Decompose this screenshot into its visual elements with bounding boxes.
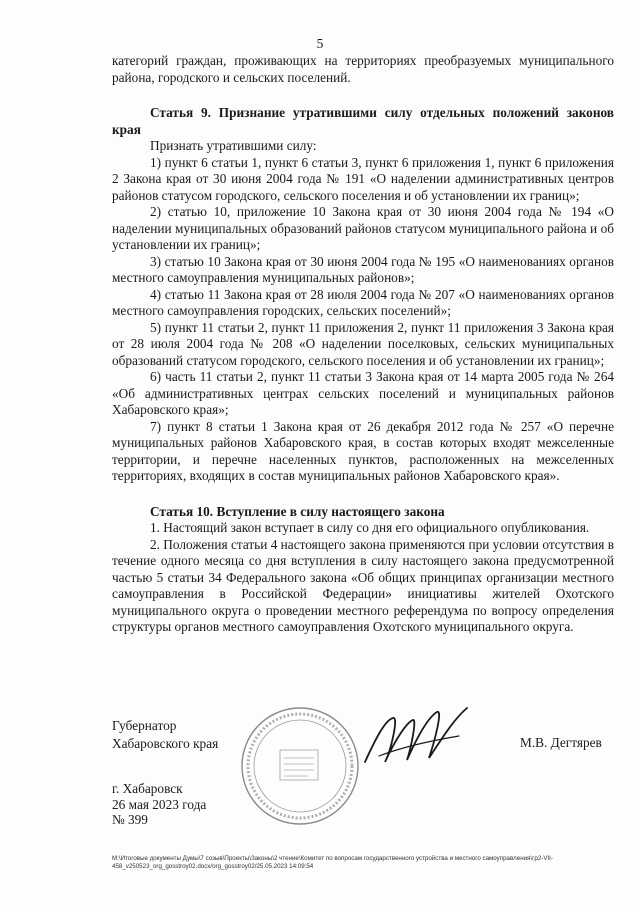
- intro-paragraph: категорий граждан, проживающих на территориях преобразуемых муниципального района, городского и сельских поселений.: [112, 53, 614, 85]
- article-9-item: 7) пункт 8 статьи 1 Закона края от 26 декабря 2012 года № 257 «О перечне муниципальных районов Хабаровского края, в состав которых входят межселенные территории, и перечне населенных пунктов, расположенных на межселенных территориях, входящих в состав муниципальных районов Хабаровского края».: [112, 418, 614, 483]
- article-9-item: 5) пункт 11 статьи 2, пункт 11 приложения 2, пункт 11 приложения 3 Закона края от 28 июля 2004 года № 208 «О наделении поселковых, сельских муниципальных образований статусом городского, сельского поселения и об установлении их границ»;: [112, 319, 614, 368]
- article-10-heading: Статья 10. Вступление в силу настоящего закона: [150, 503, 445, 519]
- article-9-lead: Признать утратившими силу:: [150, 138, 317, 153]
- signatory-title: [112, 717, 218, 753]
- file-path-footer: М:\Итоговые документы Думы\7 созыв\Проекты\Законы\2 чтение\Комитет по вопросам государственного устройства и местного самоуправления\гр2-VII-458_v250523_org_gosstroy02.docx/org_gosstroy02/25.05.2023 14:09:54: [112, 855, 553, 870]
- place-date-number: [112, 781, 206, 828]
- article-9-item: 1) пункт 6 статьи 1, пункт 6 статьи 3, пункт 6 приложения 1, пункт 6 приложения 2 Закона края от 30 июня 2004 года № 191 «О наделении административных центров районов статусом городского, сельского поселения и об установлении их границ»;: [112, 154, 614, 203]
- article-9-item: 3) статью 10 Закона края от 30 июня 2004 года № 195 «О наименованиях органов местного самоуправления муниципальных районов»;: [112, 253, 614, 285]
- article-9-item: 6) часть 11 статьи 2, пункт 11 статьи 3 Закона края от 14 марта 2005 года № 264 «Об административных центрах сельских поселений и муниципальных районов Хабаровского края»;: [112, 369, 614, 417]
- official-stamp: [230, 700, 370, 826]
- article-10-item: 2. Положения статьи 4 настоящего закона применяются при условии отсутствия в течение одного месяца со дня вступления в силу настоящего закона предусмотренной частью 5 статьи 34 Федерального закона «Об общих принципах организации местного самоуправления в Российской Федерации» инициативы жителей Охотского муниципального округа о проведении местного референдума по вопросу определения структуры органов местного самоуправления Охотского муниципального округа.: [112, 536, 614, 634]
- page-number: 5: [316, 36, 324, 51]
- signatory-title-line-2: Хабаровского края: [112, 736, 219, 751]
- article-9-item: 4) статью 11 Закона края от 28 июля 2004 года № 207 «О наименованиях органов местного самоуправления городских, сельских поселений»;: [112, 286, 614, 318]
- signing-date: 26 мая 2023 года: [112, 796, 207, 812]
- law-number: № 399: [112, 812, 148, 827]
- handwritten-signature: [355, 700, 475, 780]
- signatory-title-line-1: Губернатор: [112, 718, 177, 733]
- article-9-item: 2) статью 10, приложение 10 Закона края от 30 июня 2004 года № 194 «О наделении муниципальных образований районов статусом муниципального района и об установлении их границ»;: [112, 204, 614, 252]
- signatory-name: М.В. Дегтярев: [520, 735, 602, 750]
- article-9-heading: Статья 9. Признание утратившими силу отдельных положений законов края: [112, 105, 614, 137]
- article-10-item: 1. Настоящий закон вступает в силу со дня его официального опубликования.: [150, 520, 590, 535]
- document-body: [112, 53, 614, 636]
- signing-city: г. Хабаровск: [112, 781, 183, 796]
